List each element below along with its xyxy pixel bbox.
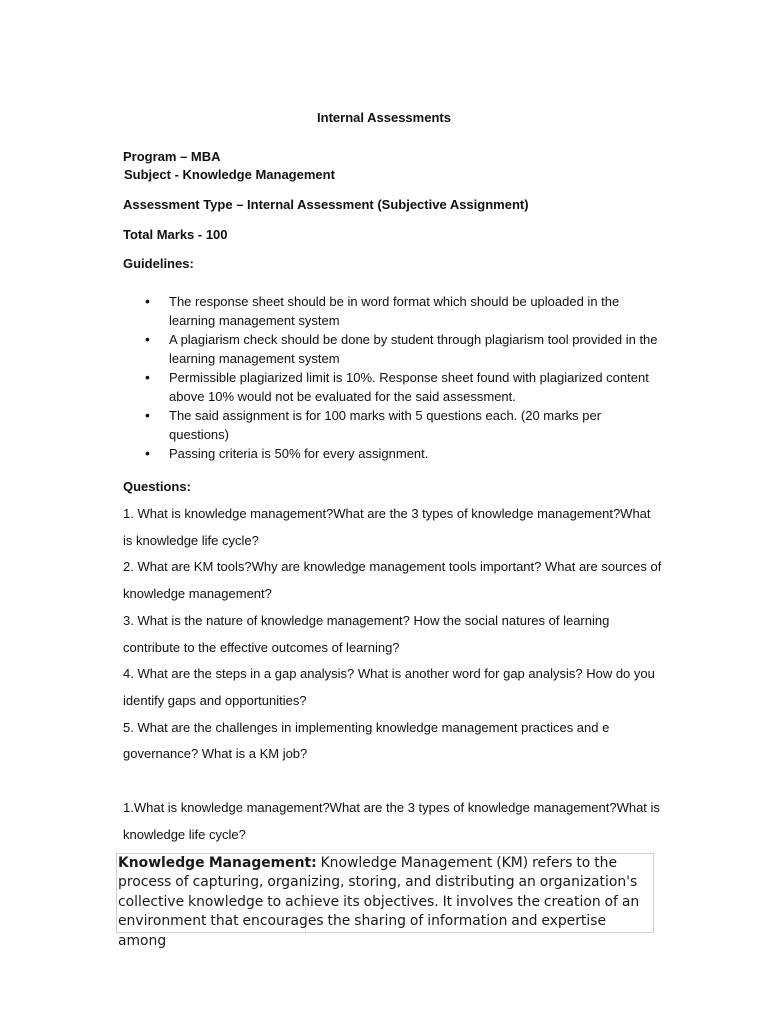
repeated-question: 1.What is knowledge management?What are the 3 types of knowledge management?What is knowledge life cycle? — [123, 800, 660, 842]
question-item: 4. What are the steps in a gap analysis? What is another word for gap analysis? How do you identify gaps and opportunities? — [123, 666, 655, 708]
guideline-item: • A plagiarism check should be done by student through plagiarism tool provided in the learning management system — [123, 330, 663, 368]
questions-list — [123, 501, 663, 768]
guideline-item: • The said assignment is for 100 marks with 5 questions each. (20 marks per questions) — [123, 406, 663, 444]
question-item: 1. What is knowledge management?What are the 3 types of knowledge management?What is knowledge life cycle? — [123, 506, 651, 548]
total-marks-line: Total Marks - 100 — [123, 227, 228, 242]
answer-body: Knowledge Management (KM) refers to the process of capturing, organizing, storing, and distributing an organization's collective knowledge to achieve its objectives. It involves the creation of an environment that encourages the sharing of information and expertise among — [118, 855, 640, 949]
question-item: 2. What are KM tools?Why are knowledge management tools important? What are sources of knowledge management? — [123, 559, 662, 602]
program-line: Program – MBA — [123, 149, 221, 164]
guidelines-heading: Guidelines: — [123, 256, 194, 271]
subject-line: Subject - Knowledge Management — [124, 167, 335, 182]
guideline-item: • Passing criteria is 50% for every assignment. — [123, 444, 663, 463]
answer-text — [117, 854, 653, 951]
question-item: 5. What are the challenges in implementing knowledge management practices and e governance? What is a KM job? — [123, 719, 610, 762]
questions-heading: Questions: — [123, 479, 191, 494]
answer-box — [116, 853, 654, 949]
guidelines-list — [123, 292, 663, 463]
guideline-item: • Permissible plagiarized limit is 10%. Response sheet found with plagiarized content above 10% would not be evaluated for the said assessment. — [123, 368, 663, 406]
assessment-type-line: Assessment Type – Internal Assessment (Subjective Assignment) — [123, 197, 529, 212]
document-title: Internal Assessments — [317, 110, 451, 125]
answer-label: Knowledge Management: — [118, 855, 317, 871]
guideline-item: • The response sheet should be in word format which should be uploaded in the learning management system — [123, 292, 663, 330]
question-item: 3. What is the nature of knowledge management? How the social natures of learning contribute to the effective outcomes of learning? — [123, 612, 610, 655]
